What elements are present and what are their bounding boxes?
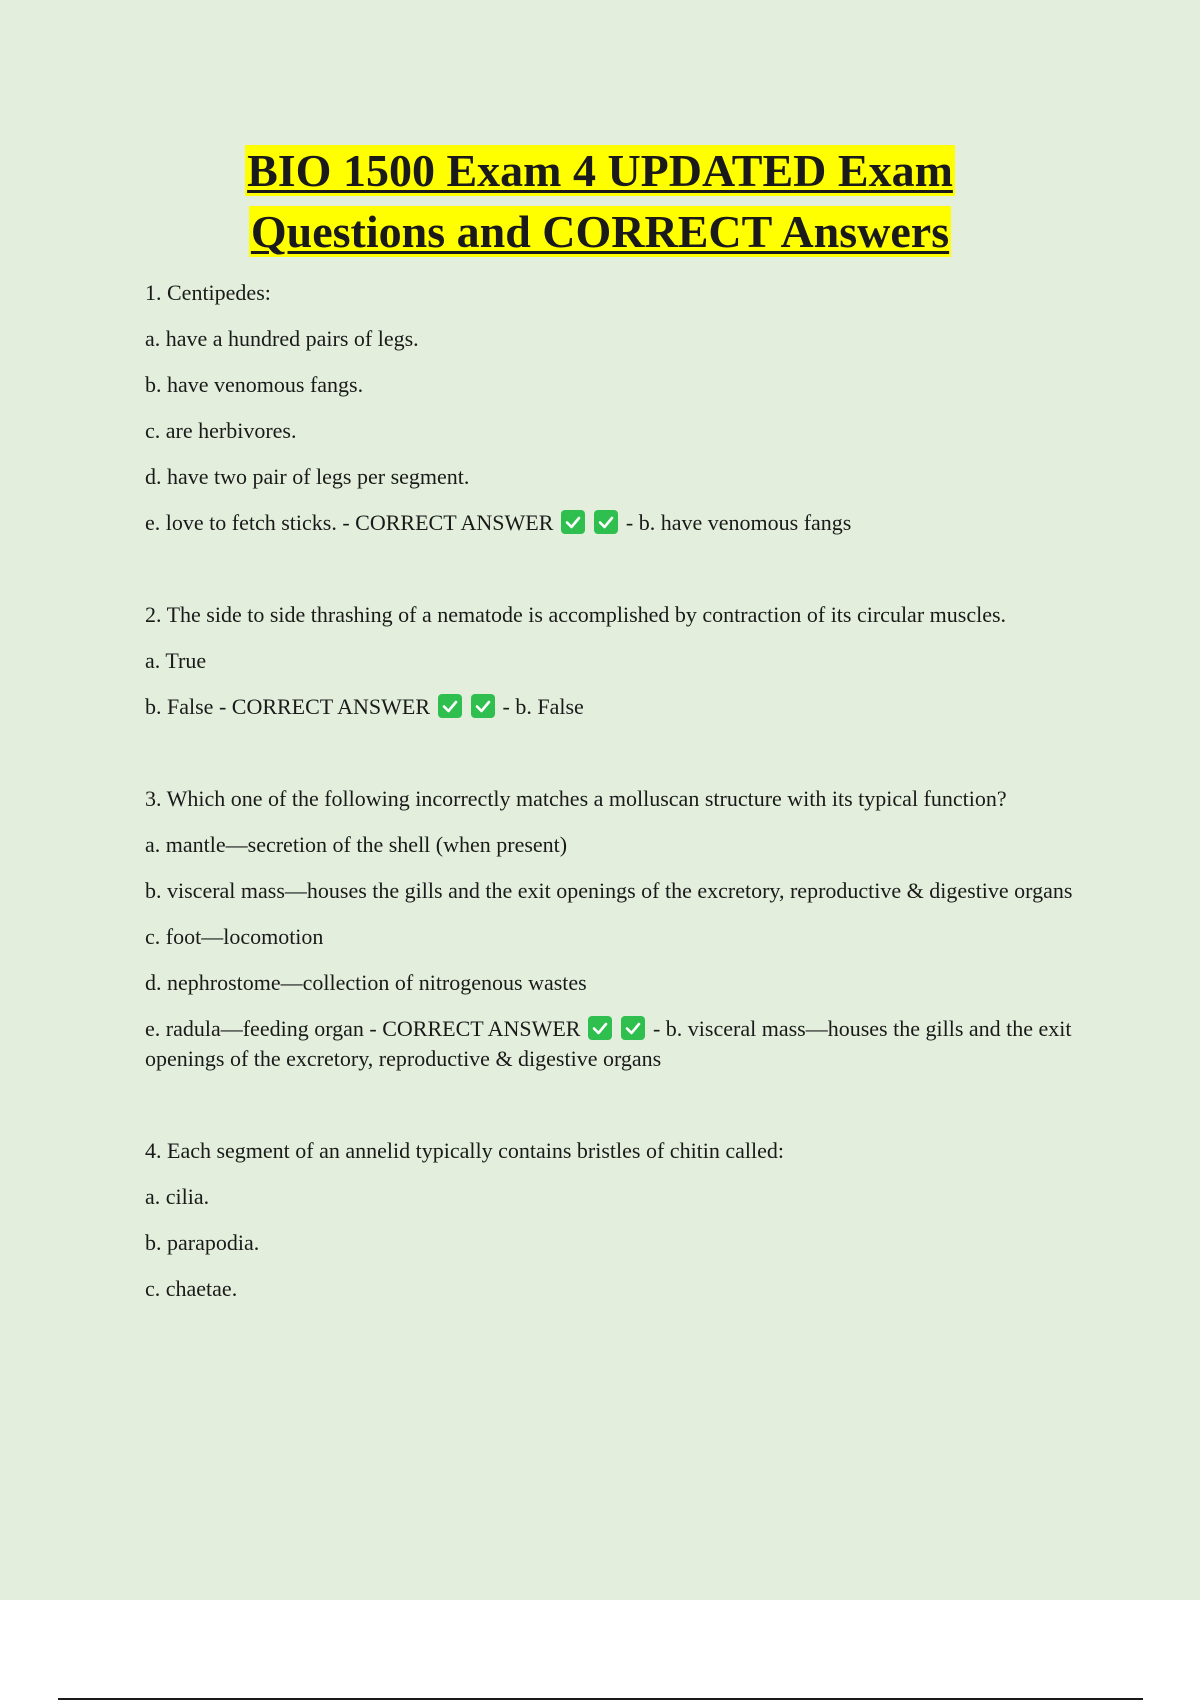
question-list: [145, 278, 1085, 1320]
option: a. mantle—secretion of the shell (when present): [145, 832, 568, 857]
option: c. foot—locomotion: [145, 924, 324, 949]
answer-marker: CORRECT ANSWER: [231, 694, 431, 719]
title-line-1: BIO 1500 Exam 4 UPDATED Exam: [247, 145, 953, 196]
check-icon: [471, 694, 495, 718]
answer-line: [145, 692, 1085, 722]
title-line-2: Questions and CORRECT Answers: [250, 206, 950, 257]
check-icon: [561, 510, 585, 534]
option: b. parapodia.: [145, 1230, 260, 1255]
option: e. love to fetch sticks. -: [145, 510, 350, 535]
correct-answer-text: - b. visceral mass—houses the gills and the exit openings of the excretory, reproductive & digestive organs: [145, 1016, 1072, 1071]
option: b. visceral mass—houses the gills and the exit openings of the excretory, reproductive & digestive organs: [145, 878, 1073, 903]
question-prompt: 2. The side to side thrashing of a nematode is accomplished by contraction of its circular muscles.: [145, 602, 1007, 627]
correct-answer-text: - b. have venomous fangs: [625, 510, 852, 535]
answer-line: [145, 1014, 1085, 1074]
question-prompt: 1. Centipedes:: [145, 280, 271, 305]
option: a. have a hundred pairs of legs.: [145, 326, 419, 351]
option: b. have venomous fangs.: [145, 372, 364, 397]
question-prompt: 3. Which one of the following incorrectly matches a molluscan structure with its typical function?: [145, 786, 1007, 811]
option: a. cilia.: [145, 1184, 210, 1209]
question-prompt: 4. Each segment of an annelid typically contains bristles of chitin called:: [145, 1138, 785, 1163]
option: a. True: [145, 648, 207, 673]
answer-marker: CORRECT ANSWER: [382, 1016, 581, 1041]
option: e. radula—feeding organ -: [145, 1016, 377, 1041]
answer-marker: CORRECT ANSWER: [355, 510, 554, 535]
check-icon: [621, 1016, 645, 1040]
answer-line: [145, 508, 1085, 538]
correct-answer-text: - b. False: [502, 694, 584, 719]
check-icon: [594, 510, 618, 534]
option: c. are herbivores.: [145, 418, 297, 443]
option: d. have two pair of legs per segment.: [145, 464, 470, 489]
check-icon: [438, 694, 462, 718]
document-title: [0, 140, 1200, 262]
option: b. False -: [145, 694, 227, 719]
option: d. nephrostome—collection of nitrogenous wastes: [145, 970, 587, 995]
check-icon: [588, 1016, 612, 1040]
option: c. chaetae.: [145, 1276, 238, 1301]
